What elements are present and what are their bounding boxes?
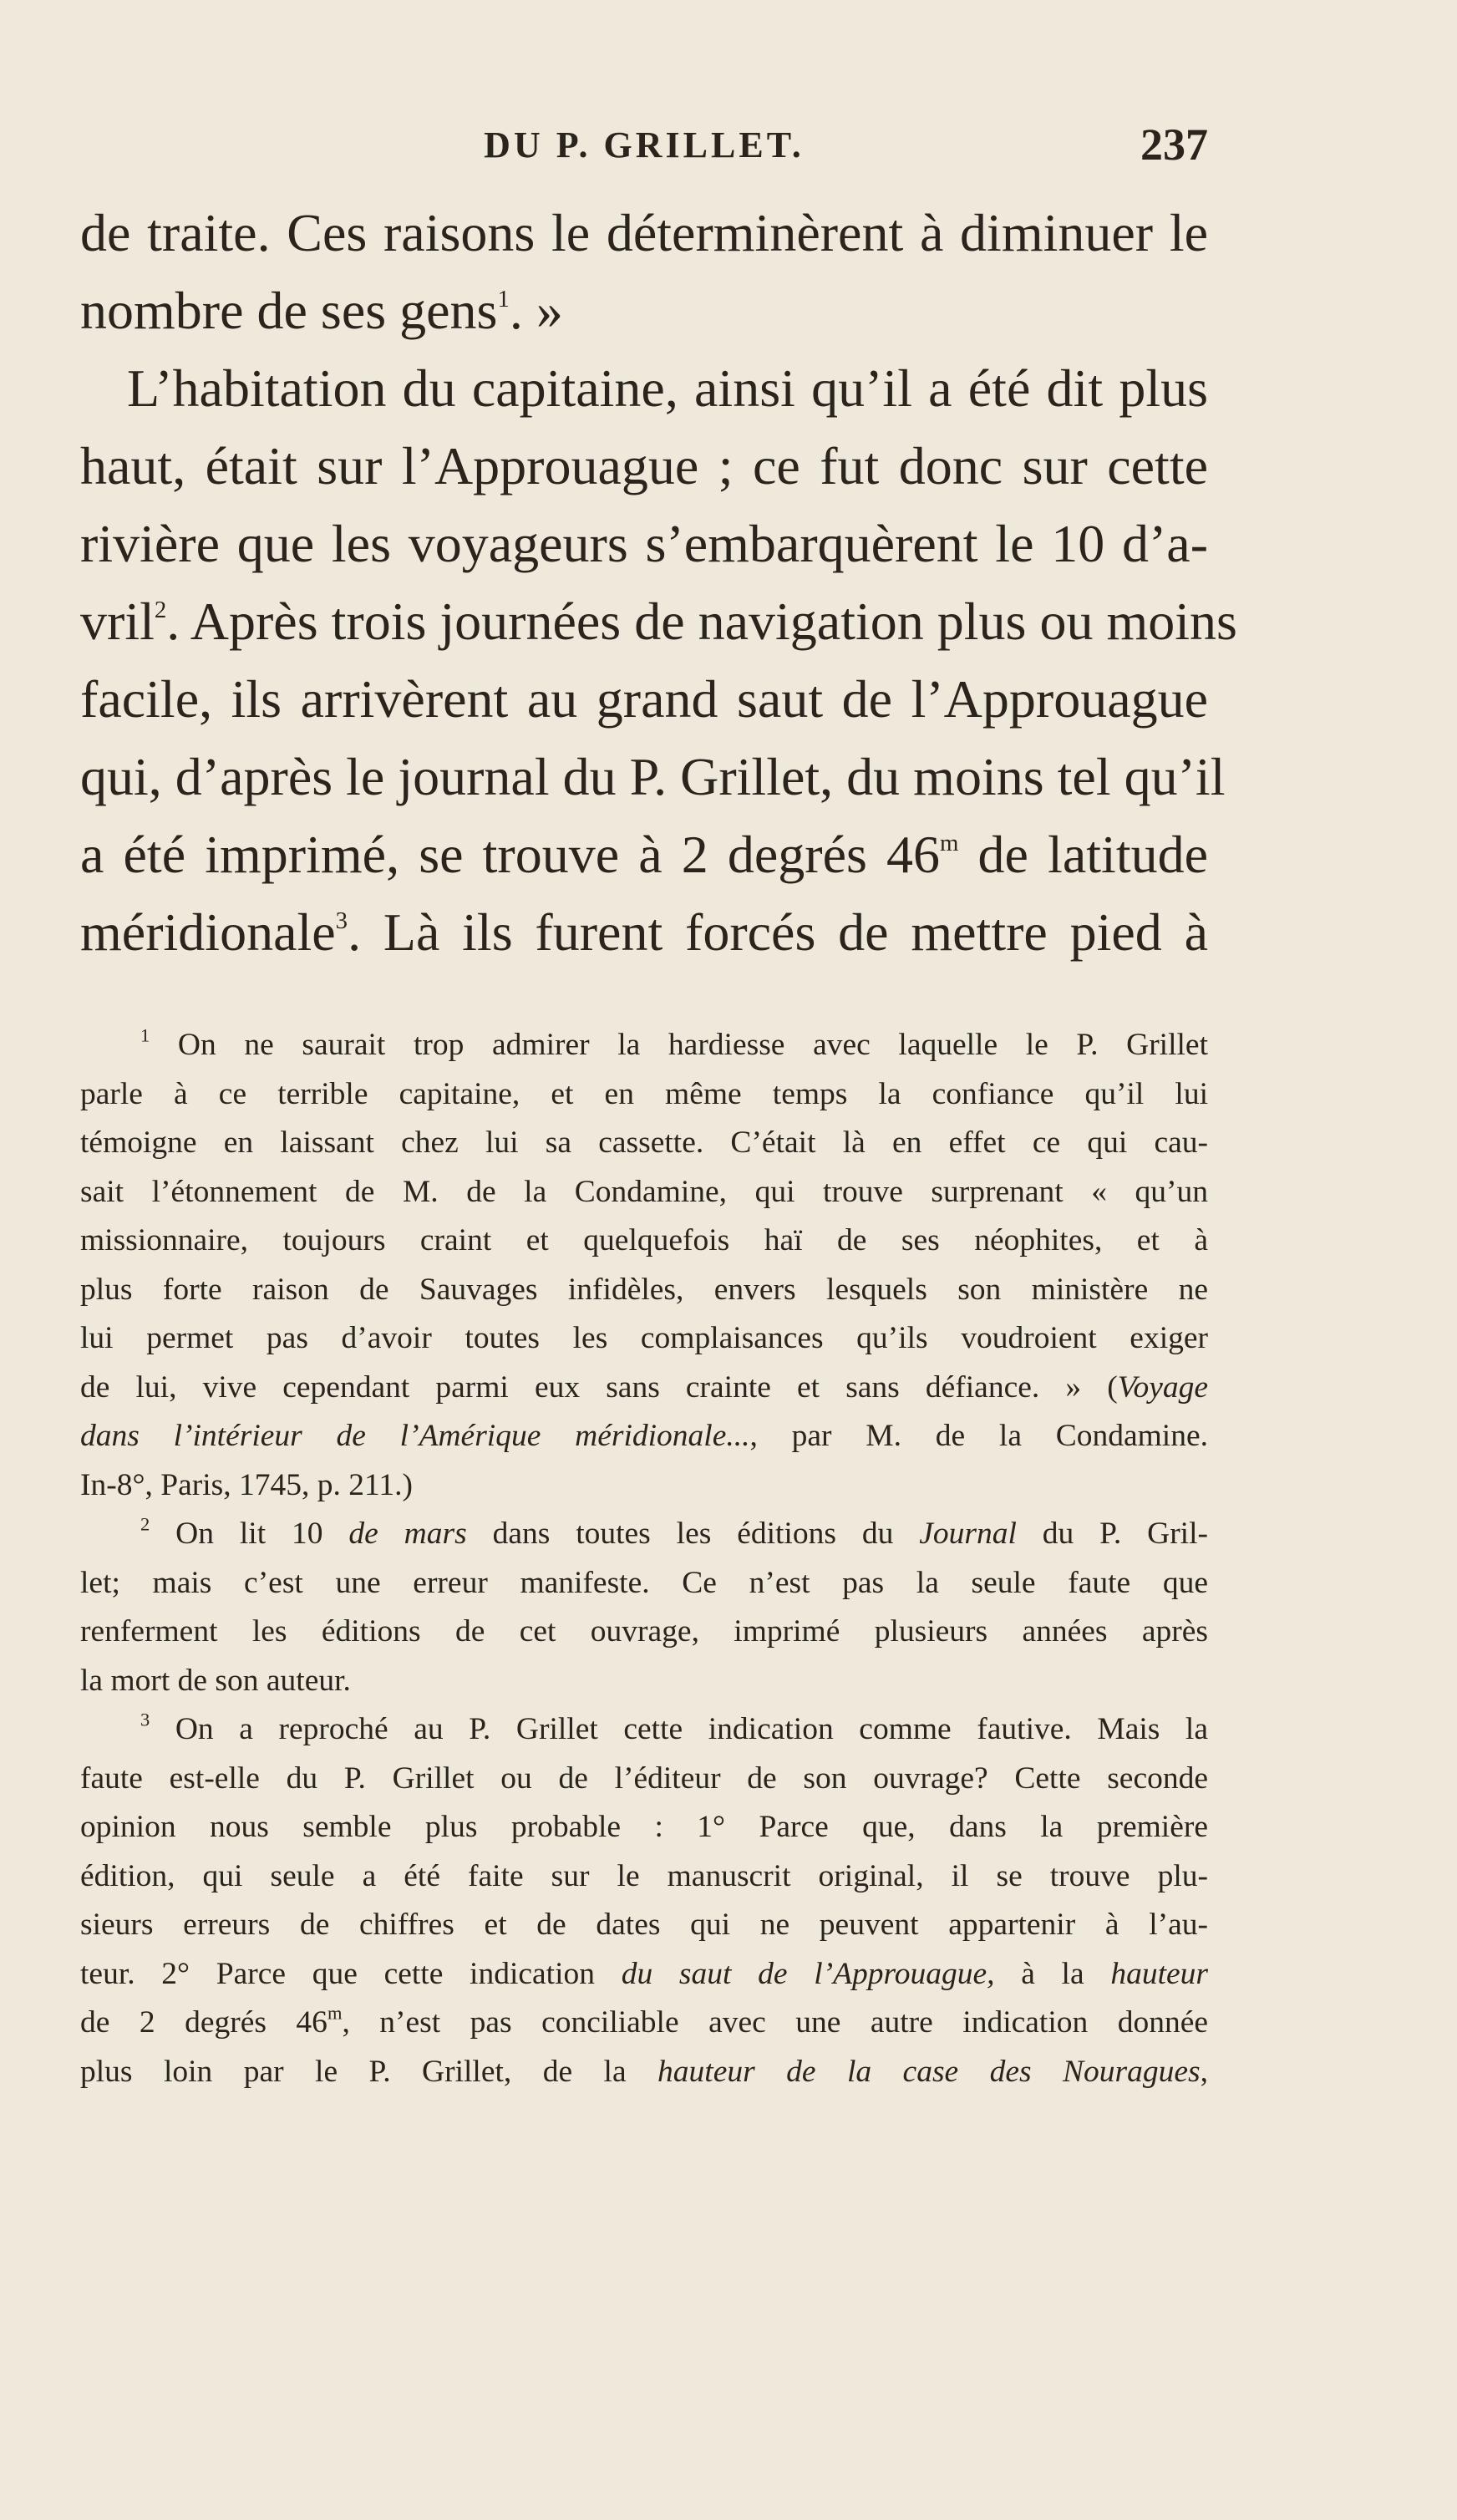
text-span: . Après trois journées de navigation plus ou moins	[166, 592, 1237, 651]
text-span: . Là ils furent forcés de mettre pied à	[348, 902, 1208, 962]
footnote-marker: 1	[140, 1024, 150, 1046]
footnote-ref: 3	[335, 907, 348, 935]
text-span: de latitude	[958, 825, 1209, 884]
italic-text: de mars	[348, 1517, 467, 1551]
text-line: rivière que les voyageurs s’embarquèrent le 10 d’a-	[80, 514, 1208, 573]
text-span: On lit 10	[175, 1517, 349, 1551]
text-line: qui, d’après le journal du P. Grillet, du moins tel qu’il	[80, 747, 1226, 806]
footnote-line	[80, 1999, 1208, 2048]
footnote-line	[80, 1950, 1208, 1999]
page-number: 237	[1140, 119, 1208, 170]
footnote-marker: 2	[140, 1513, 150, 1535]
footnote-marker: 3	[140, 1709, 150, 1730]
footnote-line	[80, 2048, 1208, 2097]
text-line	[80, 272, 1208, 349]
text-span: , n’est pas conciliable avec une autre indication donnée	[342, 2005, 1208, 2040]
italic-text: hauteur de la case des Nouragues	[657, 2054, 1201, 2089]
italic-text: du saut de l’Approuague,	[621, 1956, 995, 1991]
footnote-line: édition, qui seule a été faite sur le manuscrit original, il se trouve plu-	[80, 1858, 1208, 1893]
italic-text: hauteur	[1110, 1956, 1208, 1991]
footnote-line	[80, 1021, 1208, 1070]
superscript: m	[940, 830, 959, 857]
text-line	[80, 815, 1208, 893]
italic-text: dans l’intérieur de l’Amérique méridionale...	[80, 1419, 750, 1453]
text-line: L’habitation du capitaine, ainsi qu’il a été dit plus	[127, 358, 1208, 418]
italic-text: Journal	[919, 1517, 1017, 1551]
footnote-line: sait l’étonnement de M. de la Condamine, qui trouve surprenant « qu’un	[80, 1174, 1208, 1209]
text-span: nombre de ses gens	[80, 281, 498, 340]
text-line	[80, 893, 1208, 971]
text-span: dans toutes les éditions du	[466, 1517, 920, 1551]
main-text	[80, 194, 1237, 971]
text-span: , par M. de la Condamine.	[749, 1419, 1208, 1453]
text-span: On a reproché au P. Grillet cette indication comme fautive. Mais la	[175, 1712, 1208, 1746]
text-span: méridionale	[80, 902, 336, 962]
text-span: du P. Gril-	[1016, 1517, 1209, 1551]
footnote-line: la mort de son auteur.	[80, 1663, 351, 1698]
footnote-line: parle à ce terrible capitaine, et en même temps la confiance qu’il lui	[80, 1076, 1208, 1111]
text-span: On ne saurait trop admirer la hardiesse avec laquelle le P. Grillet	[177, 1028, 1209, 1062]
footnote-line: missionnaire, toujours craint et quelquefois haï de ses néophites, et à	[80, 1223, 1208, 1257]
text-span: à la	[994, 1956, 1111, 1991]
text-line: de traite. Ces raisons le déterminèrent à diminuer le	[80, 203, 1208, 262]
superscript: m	[327, 2002, 343, 2024]
footnote-line	[80, 1412, 1208, 1461]
footnote-line	[80, 1705, 1208, 1755]
footnote-line: let; mais c’est une erreur manifeste. Ce n’est pas la seule faute que	[80, 1565, 1208, 1600]
footnote-line: témoigne en laissant chez lui sa cassette. C’était là en effet ce qui cau-	[80, 1125, 1208, 1160]
running-title: DU P. GRILLET.	[484, 124, 805, 165]
text-span: de 2 degrés 46	[80, 2005, 327, 2040]
footnotes	[80, 1021, 1208, 2096]
text-span: teur. 2° Parce que cette indication	[80, 1956, 622, 1991]
footnote-line	[80, 1510, 1208, 1559]
running-head	[80, 119, 1208, 174]
footnote-line: In-8°, Paris, 1745, p. 211.)	[80, 1467, 413, 1502]
text-line: facile, ils arrivèrent au grand saut de l’Approuague	[80, 669, 1208, 729]
footnote-line: lui permet pas d’avoir toutes les complaisances qu’ils voudroient exiger	[80, 1321, 1208, 1355]
text-span: . »	[509, 281, 563, 340]
text-span: vril	[80, 592, 155, 651]
footnote-line: faute est-elle du P. Grillet ou de l’éditeur de son ouvrage? Cette seconde	[80, 1760, 1208, 1796]
footnote-ref: 2	[154, 597, 167, 624]
text-span: a été imprimé, se trouve à 2 degrés 46	[80, 825, 941, 884]
footnote-line	[80, 1364, 1208, 1413]
footnote-ref: 1	[497, 286, 510, 313]
footnote-line: opinion nous semble plus probable : 1° Parce que, dans la première	[80, 1810, 1208, 1844]
text-span: de lui, vive cependant parmi eux sans crainte et sans défiance. » (	[80, 1369, 1118, 1405]
footnote-line: plus forte raison de Sauvages infidèles, envers lesquels son ministère ne	[80, 1272, 1208, 1307]
text-line	[80, 582, 1237, 660]
text-span: ,	[1200, 2054, 1209, 2089]
text-span: plus loin par le P. Grillet, de la	[80, 2054, 658, 2089]
footnote-line: renferment les éditions de cet ouvrage, imprimé plusieurs années après	[80, 1614, 1208, 1649]
italic-text: Voyage	[1117, 1369, 1208, 1405]
text-line: haut, était sur l’Approuague ; ce fut donc sur cette	[80, 436, 1208, 495]
footnote-line: sieurs erreurs de chiffres et de dates qui ne peuvent appartenir à l’au-	[80, 1908, 1208, 1942]
